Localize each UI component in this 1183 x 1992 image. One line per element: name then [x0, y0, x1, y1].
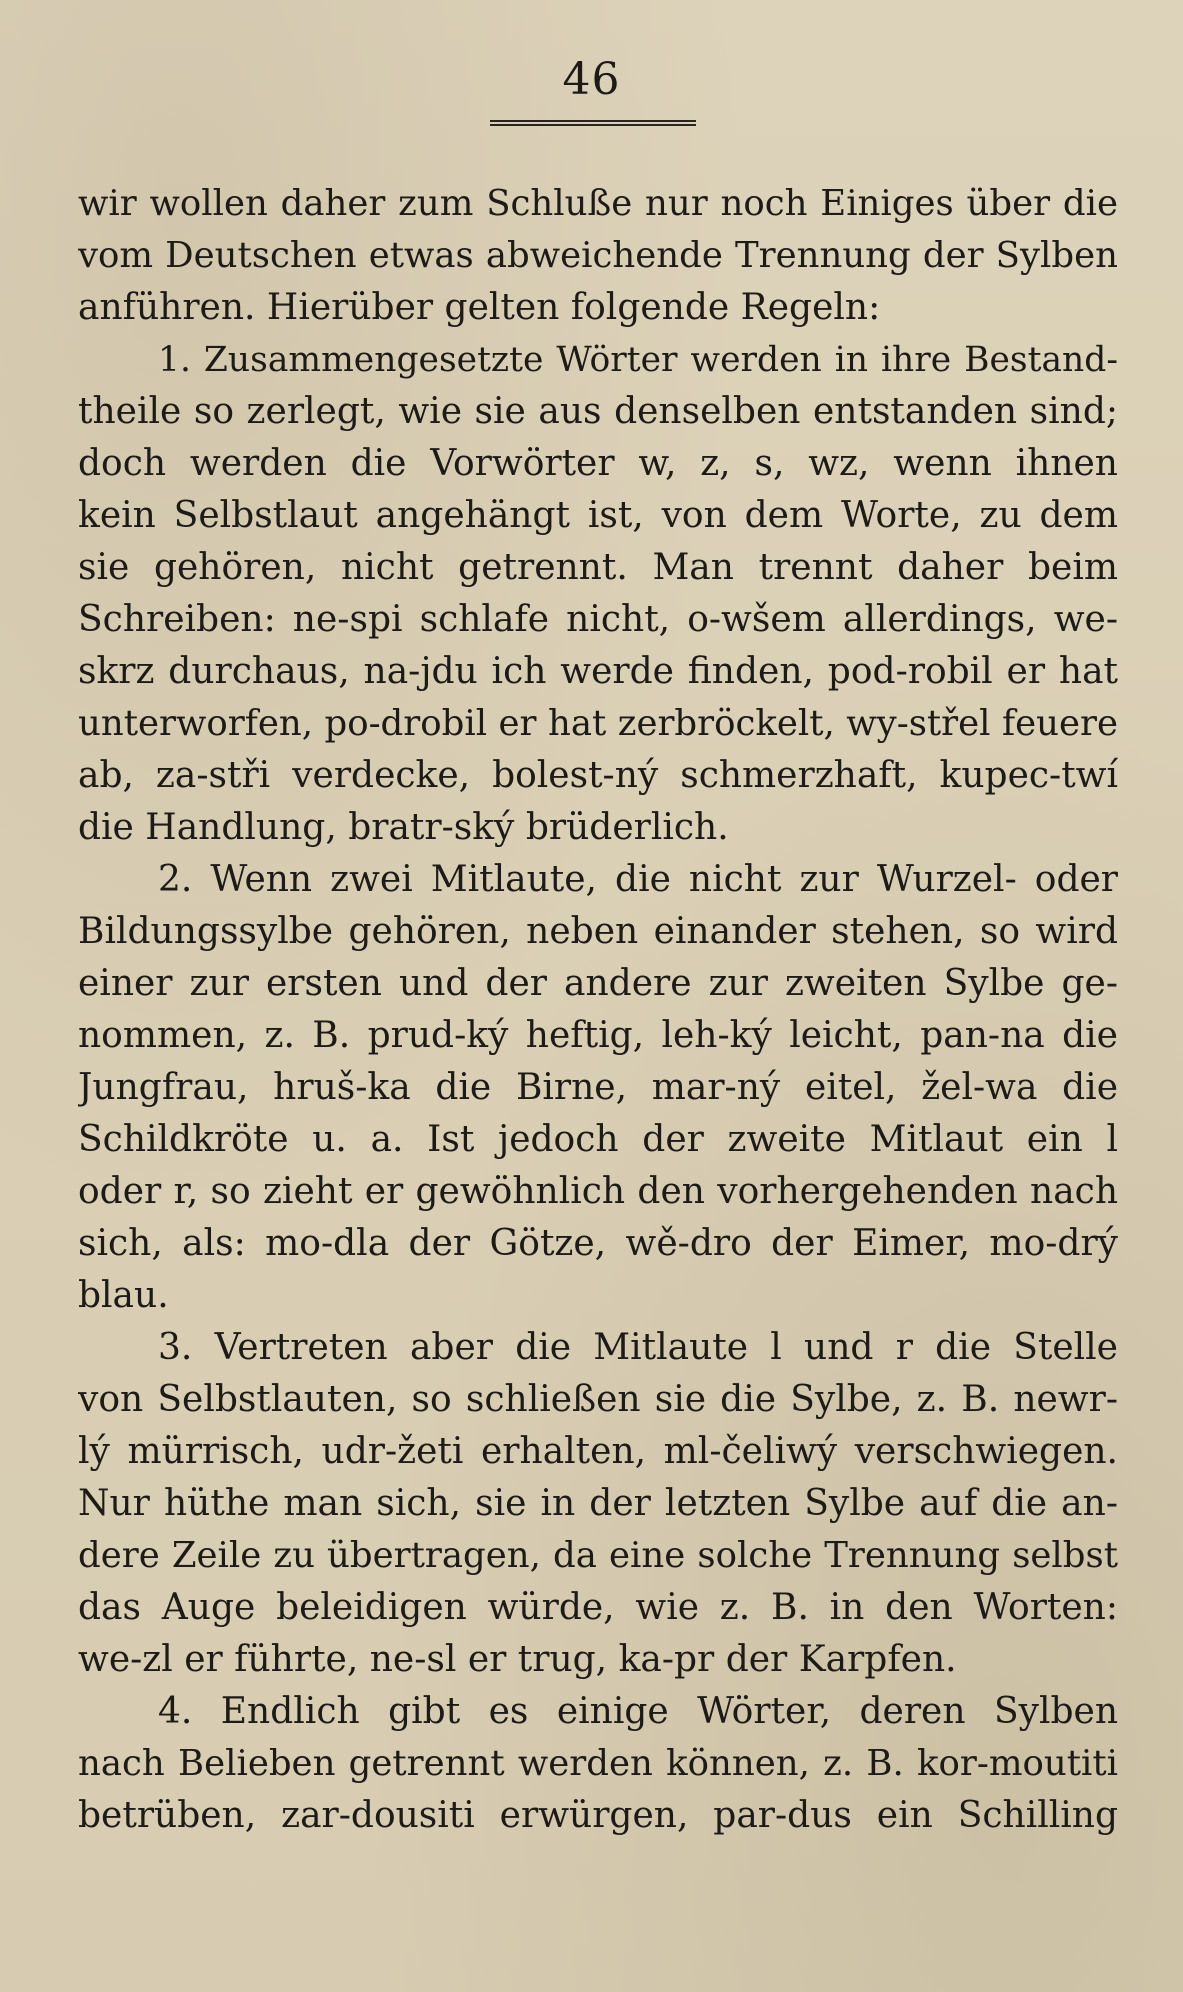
paragraph-rule-4	[78, 1686, 1118, 1842]
text-line: nach Belieben getrennt werden können, z. B. kor-moutiti	[78, 1743, 1118, 1784]
text-line: theile so zerlegt, wie sie aus denselben entstanden sind;	[78, 391, 1118, 432]
text-line: 2. Wenn zwei Mitlaute, die nicht zur Wurzel- oder	[158, 859, 1118, 900]
text-line: das Auge beleidigen würde, wie z. B. in den Worten:	[78, 1587, 1118, 1628]
text-line: vom Deutschen etwas abweichende Trennung der Sylben	[78, 235, 1118, 276]
text-line: Schreiben: ne-spi schlafe nicht, o-wšem allerdings, we-	[78, 599, 1118, 640]
text-line: 3. Vertreten aber die Mitlaute l und r die Stelle	[158, 1327, 1118, 1368]
body-text	[78, 178, 1118, 1842]
text-line: die Handlung, bratr-ský brüderlich.	[78, 807, 729, 848]
text-line: Jungfrau, hruš-ka die Birne, mar-ný eitel, žel-wa die	[78, 1067, 1118, 1108]
text-line: blau.	[78, 1275, 169, 1316]
text-line: kein Selbstlaut angehängt ist, von dem Worte, zu dem	[78, 495, 1118, 536]
text-line: doch werden die Vorwörter w, z, s, wz, wenn ihnen	[78, 443, 1118, 484]
paragraph-intro	[78, 178, 1118, 334]
text-line: von Selbstlauten, so schließen sie die Sylbe, z. B. newr-	[78, 1379, 1118, 1420]
text-line: Bildungssylbe gehören, neben einander stehen, so wird	[78, 911, 1118, 952]
page-number: 46	[562, 54, 621, 105]
text-line: unterworfen, po-drobil er hat zerbröckelt, wy-střel feuere	[78, 703, 1118, 744]
text-line: 1. Zusammengesetzte Wörter werden in ihre Bestand-	[158, 340, 1118, 380]
text-line: 4. Endlich gibt es einige Wörter, deren Sylben	[158, 1691, 1118, 1732]
text-line: einer zur ersten und der andere zur zweiten Sylbe ge-	[78, 963, 1118, 1004]
text-line: ab, za-stři verdecke, bolest-ný schmerzhaft, kupec-twí	[78, 755, 1118, 796]
header-double-rule	[490, 120, 696, 126]
text-line: anführen. Hierüber gelten folgende Regeln:	[78, 287, 881, 328]
text-line: sich, als: mo-dla der Götze, wě-dro der Eimer, mo-drý	[78, 1223, 1118, 1264]
paragraph-rule-3	[78, 1322, 1118, 1686]
text-line: sie gehören, nicht getrennt. Man trennt daher beim	[78, 547, 1118, 588]
text-line: Schildkröte u. a. Ist jedoch der zweite Mitlaut ein l	[78, 1119, 1118, 1160]
text-line: lý mürrisch, udr-žeti erhalten, ml-čeliwý verschwiegen.	[78, 1431, 1118, 1472]
text-line: Nur hüthe man sich, sie in der letzten Sylbe auf die an-	[78, 1483, 1118, 1524]
text-line: skrz durchaus, na-jdu ich werde finden, pod-robil er hat	[78, 651, 1118, 692]
paragraph-rule-1	[78, 334, 1118, 854]
page-header	[0, 54, 1183, 105]
text-line: dere Zeile zu übertragen, da eine solche Trennung selbst	[78, 1535, 1118, 1576]
text-line: oder r, so zieht er gewöhnlich den vorhergehenden nach	[78, 1171, 1118, 1212]
text-line: nommen, z. B. prud-ký heftig, leh-ký leicht, pan-na die	[78, 1015, 1118, 1056]
text-line: we-zl er führte, ne-sl er trug, ka-pr der Karpfen.	[78, 1639, 957, 1680]
text-line: wir wollen daher zum Schluße nur noch Einiges über die	[78, 183, 1118, 224]
paragraph-rule-2	[78, 854, 1118, 1322]
text-line: betrüben, zar-dousiti erwürgen, par-dus ein Schilling	[78, 1795, 1118, 1836]
